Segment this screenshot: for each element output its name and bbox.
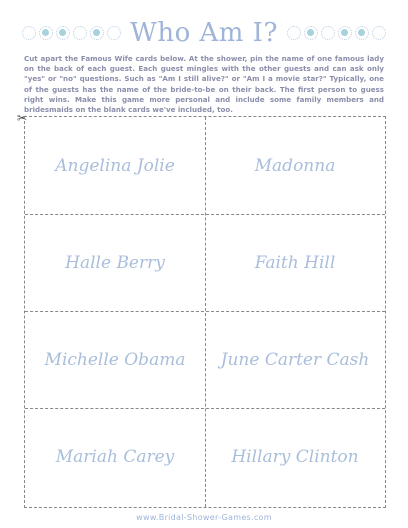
circle-icon xyxy=(355,26,369,40)
decorative-dots-right xyxy=(287,26,386,40)
card xyxy=(205,117,385,214)
card xyxy=(25,117,205,214)
card-name: Angelina Jolie xyxy=(55,155,175,176)
page-title: Who Am I? xyxy=(130,18,278,48)
card xyxy=(205,311,385,408)
header xyxy=(0,18,408,54)
circle-icon xyxy=(372,26,386,40)
card xyxy=(25,214,205,311)
card-name: Michelle Obama xyxy=(44,349,186,370)
card-name: Mariah Carey xyxy=(55,446,175,467)
circle-icon xyxy=(338,26,352,40)
card-name: Faith Hill xyxy=(254,252,336,273)
circle-icon xyxy=(304,26,318,40)
footer-url[interactable]: www.Bridal-Shower-Games.com xyxy=(136,513,272,522)
card xyxy=(25,311,205,408)
circle-icon xyxy=(287,26,301,40)
circle-icon xyxy=(321,26,335,40)
card-name: June Carter Cash xyxy=(220,349,370,370)
card-name: Hillary Clinton xyxy=(231,446,359,467)
card xyxy=(205,214,385,311)
card-name: Halle Berry xyxy=(65,252,165,273)
scissors-icon: ✂ xyxy=(17,111,28,125)
instructions-text: Cut apart the Famous Wife cards below. At the shower, pin the name of one famous lady on the back of each guest. Each guest mingles with the other guests and can ask only "yes" or "no" questions. Such as "Am I still alive?" or "Am I a movie star?" Typically, one of the guests has the name of the bride-to-be on their back. The first person to guess right wins. Make this game more personal and include some family members and bridesmaids on the blank cards we've included, too. xyxy=(24,54,384,115)
card-name: Madonna xyxy=(254,155,336,176)
card-grid xyxy=(24,116,386,508)
card xyxy=(205,408,385,505)
card xyxy=(25,408,205,505)
